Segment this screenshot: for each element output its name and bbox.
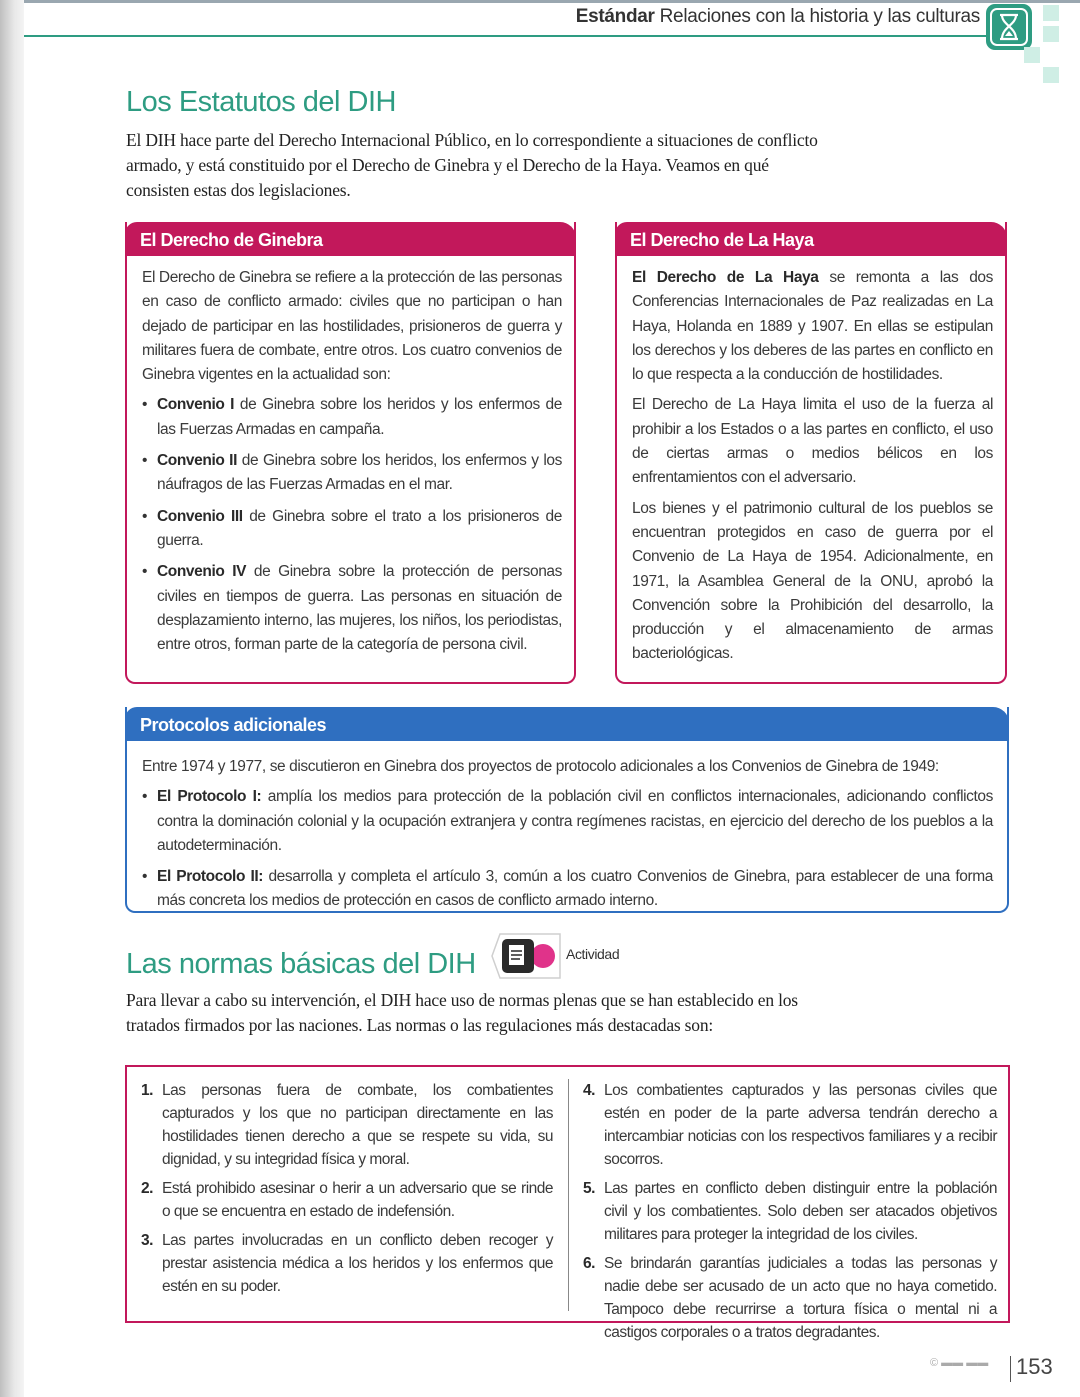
- normas-column-right: [583, 1079, 997, 1350]
- header-rule: [24, 35, 986, 37]
- ginebra-box-title: El Derecho de Ginebra: [125, 222, 576, 256]
- activity-label[interactable]: Actividad: [566, 946, 620, 962]
- list-item: • El Protocolo II: desarrolla y completa el artículo 3, común a los cuatro Convenios de Ginebra, para establecer de una forma más concreta los medios de protección en casos de conflicto armado interno.: [142, 865, 993, 914]
- protocolos-box-title: Protocolos adicionales: [125, 707, 1009, 741]
- page-number: 153: [1016, 1354, 1053, 1379]
- normas-list-right: [583, 1079, 997, 1344]
- ginebra-box: [125, 222, 576, 684]
- haya-box-title: El Derecho de La Haya: [615, 222, 1007, 256]
- list-item: 2. Está prohibido asesinar o herir a un adversario que se rinde o que se encuentra en estado de indefensión.: [141, 1180, 553, 1220]
- haya-paragraph-3: Los bienes y el patrimonio cultural de los pueblos se encuentran protegidos en caso de guerra por el Convenio de La Haya de 1954. Adicionalmente, en 1971, la Asamblea General de la ONU, aprobó la Convención sobre la Prohibición del desarrollo, la producción y el almacenamiento de armas bacteriológicas.: [632, 499, 993, 663]
- normas-list-left: [141, 1079, 553, 1298]
- list-item: • Convenio III de Ginebra sobre el trato a los prisioneros de guerra.: [142, 505, 562, 554]
- normas-column-left: [141, 1079, 553, 1304]
- list-item: 3. Las partes involucradas en un conflicto deben recoger y prestar asistencia médica a los heridos y los enfermos que estén en su poder.: [141, 1232, 553, 1295]
- ginebra-box-body: [142, 266, 562, 664]
- list-item: • Convenio IV de Ginebra sobre la protección de personas civiles en tiempos de guerra. Las personas en situación de desplazamiento interno, las mujeres, los niños, los periodistas, entre otros, forman parte de la categoría de persona civil.: [142, 560, 562, 657]
- list-item: 5. Las partes en conflicto deben distinguir entre la población civil y los combatientes. Solo deben ser atacados objetivos militares para proteger la integridad de los civiles.: [583, 1180, 997, 1243]
- footer-divider: [1010, 1356, 1011, 1382]
- normas-box: [125, 1065, 1010, 1341]
- section-title-estatutos: Los Estatutos del DIH: [126, 86, 396, 118]
- deco-square: [1043, 5, 1059, 21]
- list-item: 1. Las personas fuera de combate, los combatientes capturados y los que no participan directamente en las hostilidades tienen derecho a que se respete su vida, su dignidad, y su integridad física y moral.: [141, 1082, 553, 1168]
- ginebra-intro: El Derecho de Ginebra se refiere a la protección de las personas en caso de conflicto armado: civiles que no participan o han dejado de participar en las hostilidades, prisioneros de guerra y militares fuera de combate, entre otros. Los cuatro convenios de Ginebra vigentes en la actualidad son:: [142, 269, 562, 384]
- header-standard-label: Estándar Relaciones con la historia y las culturas: [575, 6, 980, 27]
- column-divider: [568, 1079, 569, 1311]
- ginebra-convenios-list: [142, 393, 562, 657]
- deco-square: [1043, 67, 1059, 83]
- list-item: 4. Los combatientes capturados y las personas civiles que estén en poder de la parte adversa tendrán derecho a intercambiar noticias con los respectivos familiares y a recibir socorros.: [583, 1082, 997, 1168]
- haya-paragraph-2: El Derecho de La Haya limita el uso de la fuerza al prohibir a los Estados o a las partes en conflicto, el uso de ciertas armas o medios bélicos en los enfrentamientos con el adversario.: [632, 396, 993, 487]
- haya-paragraph-1: El Derecho de La Haya se remonta a las dos Conferencias Internacionales de Paz realizadas en La Haya, Holanda en 1889 y 1907. En ellas se estipulan los derechos y los deberes de las partes en conflicto en lo que respecta a la conducción de hostilidades.: [632, 269, 993, 384]
- deco-square: [1024, 47, 1040, 63]
- copyright-mark: © ▬▬ ▬▬: [930, 1357, 989, 1369]
- page-gutter: [0, 0, 24, 1397]
- protocolos-list: [142, 785, 993, 913]
- section-intro-estatutos: El DIH hace parte del Derecho Internacional Público, en lo correspondiente a situaciones de conflicto armado, y está constituido por el Derecho de Ginebra y el Derecho de la Haya. Veamos en qué consisten estas dos legislaciones.: [126, 130, 818, 200]
- section-title-normas: Las normas básicas del DIH: [126, 948, 476, 980]
- haya-box: [615, 222, 1007, 684]
- list-item: 6. Se brindarán garantías judiciales a todas las personas y nadie debe ser acusado de un acto que no haya cometido. Tampoco debe recurrirse a tortura física o mental ni a castigos corporales o a tratos degradantes.: [583, 1255, 997, 1341]
- top-border: [24, 0, 1080, 3]
- protocolos-box-body: [142, 755, 993, 921]
- list-item: • El Protocolo I: amplía los medios para protección de la población civil en conflictos internacionales, adicionando conflictos contra la dominación colonial y la ocupación extranjera y contra regímenes racistas, en ejercicio del derecho de los pueblos a la autodeterminación.: [142, 785, 993, 858]
- protocolos-intro: Entre 1974 y 1977, se discutieron en Ginebra dos proyectos de protocolo adicionales a los Convenios de Ginebra de 1949:: [142, 758, 939, 775]
- haya-box-body: [632, 266, 993, 673]
- list-item: • Convenio II de Ginebra sobre los heridos, los enfermos y los náufragos de las Fuerzas Armadas en el mar.: [142, 449, 562, 498]
- section-intro-normas: Para llevar a cabo su intervención, el DIH hace uso de normas plenas que se han establecido en los tratados firmados por las naciones. Las normas o las regulaciones más destacadas son:: [126, 990, 798, 1035]
- protocolos-box: [125, 707, 1009, 913]
- deco-square: [1043, 26, 1059, 42]
- hourglass-icon: [985, 3, 1041, 53]
- list-item: • Convenio I de Ginebra sobre los heridos y los enfermos de las Fuerzas Armadas en campaña.: [142, 393, 562, 442]
